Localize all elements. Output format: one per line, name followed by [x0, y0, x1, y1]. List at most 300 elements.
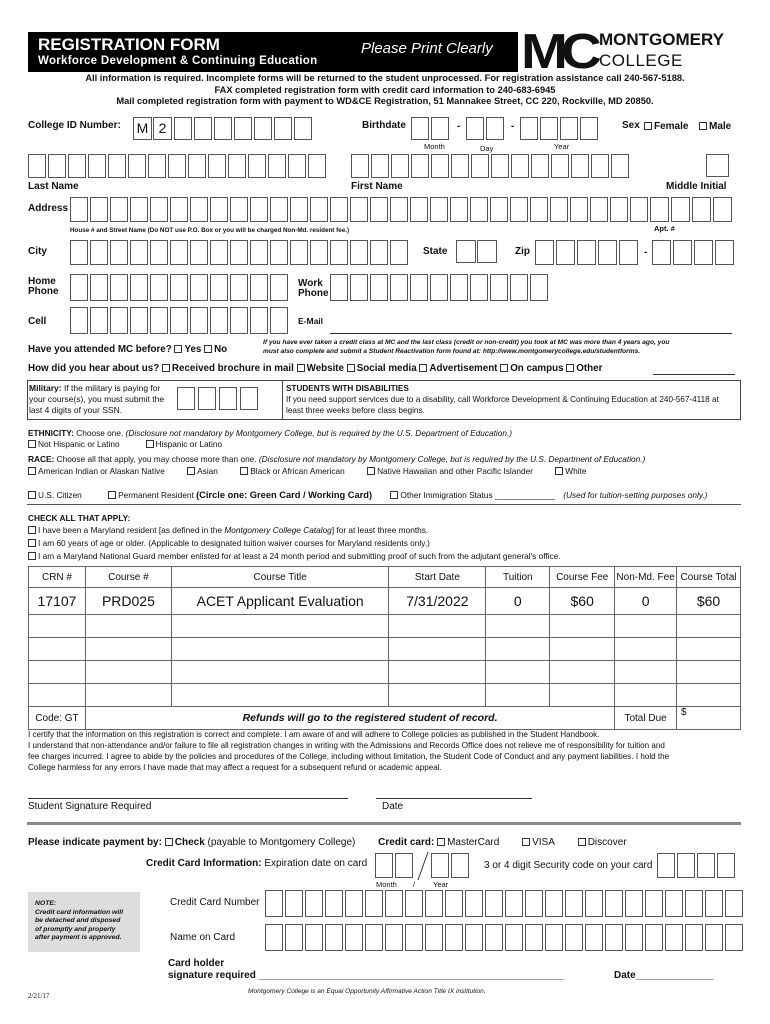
birth-month-box[interactable] [411, 117, 429, 140]
cc-name-box[interactable] [425, 924, 443, 951]
work-phone-box[interactable] [450, 274, 468, 301]
cc-name-box[interactable] [705, 924, 723, 951]
last-name-box[interactable] [268, 154, 286, 178]
empty-cell[interactable] [29, 684, 86, 707]
checkbox-icon[interactable] [187, 467, 195, 475]
checkbox-icon[interactable] [165, 838, 173, 846]
middle-initial-box[interactable] [706, 154, 729, 177]
checkbox-icon[interactable] [578, 838, 586, 846]
city-box[interactable] [150, 240, 168, 265]
city-box[interactable] [230, 240, 248, 265]
work-phone-box[interactable] [390, 274, 408, 301]
cc-number-box[interactable] [705, 890, 723, 917]
college-id-box[interactable] [254, 117, 272, 140]
cc-number-box[interactable] [425, 890, 443, 917]
home-phone-box[interactable] [210, 274, 228, 301]
zip-ext-box[interactable] [673, 240, 692, 265]
checkbox-icon[interactable] [28, 467, 36, 475]
city-box[interactable] [270, 240, 288, 265]
birth-year-box[interactable] [580, 117, 598, 140]
address-box[interactable] [390, 197, 408, 222]
cc-number-box[interactable] [485, 890, 503, 917]
checkbox-icon[interactable] [522, 838, 530, 846]
header-banner [28, 32, 518, 72]
cc-number-box[interactable] [265, 890, 283, 917]
empty-cell[interactable] [29, 661, 86, 684]
cc-number-box[interactable] [685, 890, 703, 917]
card-holder-date-line[interactable]: ______________ [635, 970, 714, 981]
fee-cell[interactable]: $60 [550, 588, 615, 615]
home-phone-box[interactable] [70, 274, 88, 301]
address-box[interactable] [190, 197, 208, 222]
apt-box[interactable] [671, 197, 690, 222]
exp-year-box[interactable] [431, 853, 449, 878]
check-text: ] for at least three months. [331, 525, 429, 535]
cc-name-box[interactable] [485, 924, 503, 951]
cc-name-box[interactable] [585, 924, 603, 951]
zip-box[interactable] [577, 240, 596, 265]
total-due-cell[interactable]: $ [677, 707, 741, 730]
first-name-box[interactable] [451, 154, 469, 178]
zip-ext-box[interactable] [652, 240, 671, 265]
signature-date-line[interactable] [376, 798, 532, 799]
cc-name-box[interactable] [645, 924, 663, 951]
cc-number-box[interactable] [545, 890, 563, 917]
college-id-box[interactable] [194, 117, 212, 140]
address-box[interactable] [170, 197, 188, 222]
address-box[interactable] [290, 197, 308, 222]
cc-number-box[interactable] [505, 890, 523, 917]
col-header: Course Title [171, 567, 389, 588]
empty-cell[interactable] [85, 638, 171, 661]
cc-exp-label: Expiration date on card [264, 858, 368, 869]
home-phone-box[interactable] [190, 274, 208, 301]
empty-cell[interactable] [550, 661, 615, 684]
address-box[interactable] [350, 197, 368, 222]
home-phone-box[interactable] [170, 274, 188, 301]
city-box[interactable] [70, 240, 88, 265]
address-box[interactable] [270, 197, 288, 222]
empty-cell[interactable] [29, 638, 86, 661]
city-box[interactable] [190, 240, 208, 265]
checkbox-icon[interactable] [28, 539, 36, 547]
state-box[interactable] [477, 240, 497, 263]
home-phone-box[interactable] [230, 274, 248, 301]
city-box[interactable] [170, 240, 188, 265]
address-box[interactable] [70, 197, 88, 222]
work-phone-box[interactable] [490, 274, 508, 301]
empty-cell[interactable] [171, 661, 389, 684]
start-cell[interactable]: 7/31/2022 [389, 588, 486, 615]
empty-cell[interactable] [550, 684, 615, 707]
card-holder-signature [168, 958, 564, 982]
zip-box[interactable] [535, 240, 554, 265]
home-phone-box[interactable] [130, 274, 148, 301]
cc-number-box[interactable] [565, 890, 583, 917]
cc-number-box[interactable] [325, 890, 343, 917]
city-box[interactable] [90, 240, 108, 265]
note-title: NOTE: [35, 900, 57, 907]
first-name-box[interactable] [491, 154, 509, 178]
cc-name-box[interactable] [365, 924, 383, 951]
empty-cell[interactable] [615, 615, 677, 638]
checkbox-icon[interactable] [162, 364, 170, 372]
first-name-box[interactable] [551, 154, 569, 178]
last-name-box[interactable] [188, 154, 206, 178]
cell-phone-box[interactable] [130, 307, 148, 334]
state-box[interactable] [456, 240, 476, 263]
zip-ext-box[interactable] [715, 240, 734, 265]
cc-name-box[interactable] [665, 924, 683, 951]
ssn-box[interactable] [198, 387, 216, 410]
box-divider [282, 381, 283, 419]
email-line[interactable] [330, 333, 732, 334]
cc-number-box[interactable] [605, 890, 623, 917]
college-id-box[interactable]: M [133, 117, 152, 140]
apt-box[interactable] [650, 197, 669, 222]
work-phone-box[interactable] [470, 274, 488, 301]
cc-name-box[interactable] [405, 924, 423, 951]
checkbox-icon[interactable] [174, 345, 182, 353]
military-line: your course(s), you must submit the [29, 394, 165, 404]
cc-name-box[interactable] [685, 924, 703, 951]
empty-cell[interactable] [29, 615, 86, 638]
checkbox-icon[interactable] [419, 364, 427, 372]
checkbox-icon[interactable] [28, 440, 36, 448]
checkbox-icon[interactable] [699, 122, 707, 130]
home-phone-box[interactable] [270, 274, 288, 301]
address-box[interactable] [510, 197, 528, 222]
cc-name-box[interactable] [285, 924, 303, 951]
work-phone-box[interactable] [510, 274, 528, 301]
first-name-box[interactable] [471, 154, 489, 178]
cell-phone-box[interactable] [210, 307, 228, 334]
cc-name-box[interactable] [565, 924, 583, 951]
address-box[interactable] [230, 197, 248, 222]
last-name-box[interactable] [228, 154, 246, 178]
city-box[interactable] [390, 240, 408, 265]
address-box[interactable] [210, 197, 228, 222]
exp-month-box[interactable] [395, 853, 413, 878]
checkbox-icon[interactable] [28, 491, 36, 499]
cc-name-box[interactable] [465, 924, 483, 951]
address-label: Address [28, 203, 69, 214]
last-name-box[interactable] [108, 154, 126, 178]
work-phone-box[interactable] [430, 274, 448, 301]
cell-phone-box[interactable] [250, 307, 268, 334]
first-name-box[interactable] [511, 154, 529, 178]
cc-number-box[interactable] [365, 890, 383, 917]
empty-cell[interactable] [171, 638, 389, 661]
empty-cell[interactable] [85, 615, 171, 638]
cc-name-box[interactable] [385, 924, 403, 951]
city-box[interactable] [310, 240, 328, 265]
address-box[interactable] [110, 197, 128, 222]
empty-cell[interactable] [486, 615, 550, 638]
city-box[interactable] [110, 240, 128, 265]
empty-cell[interactable] [677, 615, 741, 638]
birth-year-box[interactable] [520, 117, 538, 140]
ethnicity-text: Choose one. [73, 428, 126, 438]
address-box[interactable] [310, 197, 328, 222]
last-name-box[interactable] [88, 154, 106, 178]
citizenship-options [28, 490, 707, 500]
cc-number-box[interactable] [665, 890, 683, 917]
last-name-box[interactable] [148, 154, 166, 178]
cell-phone-box[interactable] [90, 307, 108, 334]
first-name-box[interactable] [391, 154, 409, 178]
heard-about-question [28, 363, 602, 374]
cell-phone-box[interactable] [150, 307, 168, 334]
college-id-box[interactable] [174, 117, 192, 140]
empty-cell[interactable] [615, 684, 677, 707]
cell-phone-box[interactable] [170, 307, 188, 334]
last-name-box[interactable] [28, 154, 46, 178]
zip-box[interactable] [619, 240, 638, 265]
address-box[interactable] [150, 197, 168, 222]
cell-phone-box[interactable] [110, 307, 128, 334]
apt-box[interactable] [713, 197, 732, 222]
college-id-box[interactable] [214, 117, 232, 140]
empty-cell[interactable] [85, 661, 171, 684]
card-holder-label: Card holder [168, 958, 225, 969]
empty-cell[interactable] [677, 684, 741, 707]
last-name-box[interactable] [208, 154, 226, 178]
last-name-box[interactable] [308, 154, 326, 178]
empty-cell[interactable] [389, 615, 486, 638]
ssn-box[interactable] [240, 387, 258, 410]
address-box[interactable] [570, 197, 588, 222]
college-id-box[interactable] [294, 117, 312, 140]
checkbox-icon[interactable] [555, 467, 563, 475]
address-box[interactable] [590, 197, 608, 222]
cc-name-box[interactable] [545, 924, 563, 951]
last-name-box[interactable] [68, 154, 86, 178]
cc-number-box[interactable] [345, 890, 363, 917]
security-code-box[interactable] [697, 853, 715, 878]
zip-box[interactable] [556, 240, 575, 265]
address-box[interactable] [250, 197, 268, 222]
cc-number-box[interactable] [305, 890, 323, 917]
empty-cell[interactable] [486, 638, 550, 661]
ssn-box[interactable] [219, 387, 237, 410]
empty-cell[interactable] [85, 684, 171, 707]
work-phone-box[interactable] [530, 274, 548, 301]
student-signature-line[interactable] [28, 798, 348, 799]
empty-cell[interactable] [615, 661, 677, 684]
title-cell[interactable]: ACET Applicant Evaluation [171, 588, 389, 615]
first-name-box[interactable] [531, 154, 549, 178]
college-id-box[interactable]: 2 [153, 117, 172, 140]
city-box[interactable] [210, 240, 228, 265]
birth-month-box[interactable] [431, 117, 449, 140]
sex-male-option[interactable] [699, 121, 731, 132]
cell-phone-box[interactable] [70, 307, 88, 334]
citizen-option: U.S. Citizen [38, 490, 82, 500]
city-box[interactable] [330, 240, 348, 265]
address-box[interactable] [90, 197, 108, 222]
sex-female-option[interactable] [644, 121, 688, 132]
cell-phone-box[interactable] [230, 307, 248, 334]
home-phone-box[interactable] [90, 274, 108, 301]
address-box[interactable] [530, 197, 548, 222]
first-name-box[interactable] [431, 154, 449, 178]
address-note: House # and Street Name (Do NOT use P.O. Box or you will be charged Non-Md. resident fee.) [70, 227, 350, 234]
note-text [35, 900, 123, 943]
city-box[interactable] [130, 240, 148, 265]
birth-day-box[interactable] [486, 117, 504, 140]
college-id-box[interactable] [234, 117, 252, 140]
city-box[interactable] [290, 240, 308, 265]
cc-name-box[interactable] [625, 924, 643, 951]
checkbox-icon[interactable] [644, 122, 652, 130]
empty-cell[interactable] [550, 615, 615, 638]
address-box[interactable] [130, 197, 148, 222]
empty-cell[interactable] [486, 684, 550, 707]
address-box[interactable] [470, 197, 488, 222]
address-box[interactable] [370, 197, 388, 222]
security-code-box[interactable] [717, 853, 735, 878]
checkbox-icon[interactable] [437, 838, 445, 846]
checkbox-icon[interactable] [240, 467, 248, 475]
cc-number-box[interactable] [385, 890, 403, 917]
empty-cell[interactable] [171, 684, 389, 707]
checkbox-icon[interactable] [28, 552, 36, 560]
cc-name-box[interactable] [445, 924, 463, 951]
first-name-box[interactable] [611, 154, 629, 178]
last-name-box[interactable] [128, 154, 146, 178]
crn-cell[interactable]: 17107 [29, 588, 86, 615]
address-box[interactable] [610, 197, 628, 222]
checkbox-icon[interactable] [347, 364, 355, 372]
address-box[interactable] [490, 197, 508, 222]
zip-ext-box[interactable] [694, 240, 713, 265]
last-name-box[interactable] [288, 154, 306, 178]
last-name-box[interactable] [48, 154, 66, 178]
cc-name-box[interactable] [525, 924, 543, 951]
cell-phone-box[interactable] [270, 307, 288, 334]
address-box[interactable] [410, 197, 428, 222]
cc-name-box[interactable] [305, 924, 323, 951]
zip-box[interactable] [598, 240, 617, 265]
empty-cell[interactable] [389, 638, 486, 661]
birth-year-box[interactable] [540, 117, 558, 140]
college-id-box[interactable] [274, 117, 292, 140]
home-phone-box[interactable] [110, 274, 128, 301]
last-name-box[interactable] [248, 154, 266, 178]
checkbox-icon[interactable] [500, 364, 508, 372]
address-box[interactable] [450, 197, 468, 222]
cell-phone-box[interactable] [190, 307, 208, 334]
empty-cell[interactable] [615, 638, 677, 661]
cc-name-box[interactable] [605, 924, 623, 951]
checkbox-icon[interactable] [108, 491, 116, 499]
ssn-box[interactable] [177, 387, 195, 410]
cc-name-box[interactable] [505, 924, 523, 951]
nonmd-cell[interactable]: 0 [615, 588, 677, 615]
empty-cell[interactable] [486, 661, 550, 684]
cc-name-box[interactable] [265, 924, 283, 951]
first-name-box[interactable] [411, 154, 429, 178]
total-cell[interactable]: $60 [677, 588, 741, 615]
empty-cell[interactable] [171, 615, 389, 638]
exp-year-box[interactable] [451, 853, 469, 878]
cc-number-box[interactable] [625, 890, 643, 917]
empty-cell[interactable] [550, 638, 615, 661]
table-row [29, 588, 741, 615]
apt-box[interactable] [692, 197, 711, 222]
course-cell[interactable]: PRD025 [85, 588, 171, 615]
zip-label: Zip [515, 246, 530, 257]
empty-cell[interactable] [677, 661, 741, 684]
cc-number-box[interactable] [465, 890, 483, 917]
first-name-box[interactable] [351, 154, 369, 178]
address-box[interactable] [430, 197, 448, 222]
checkbox-icon[interactable] [566, 364, 574, 372]
checkbox-icon[interactable] [367, 467, 375, 475]
empty-cell[interactable] [389, 661, 486, 684]
security-code-box[interactable] [677, 853, 695, 878]
cc-number-box[interactable] [285, 890, 303, 917]
empty-cell[interactable] [677, 638, 741, 661]
home-phone-box[interactable] [150, 274, 168, 301]
home-phone-box[interactable] [250, 274, 268, 301]
city-box[interactable] [350, 240, 368, 265]
cc-number-box[interactable] [405, 890, 423, 917]
birth-day-box[interactable] [466, 117, 484, 140]
empty-cell[interactable] [389, 684, 486, 707]
last-name-box[interactable] [168, 154, 186, 178]
reactivation-note-line: If you have ever taken a credit class at MC and the last class (credit or non-credit) you took at MC was more than 4 years ago, you [263, 339, 670, 346]
tuition-cell[interactable]: 0 [486, 588, 550, 615]
table-footer-row [29, 707, 741, 730]
checkbox-icon[interactable] [146, 440, 154, 448]
birth-year-box[interactable] [560, 117, 578, 140]
cc-number-box[interactable] [525, 890, 543, 917]
cc-name-box[interactable] [725, 924, 743, 951]
checkbox-icon[interactable] [204, 345, 212, 353]
card-holder-line[interactable]: _______________________________________________________ [258, 970, 565, 981]
slash-icon [416, 851, 430, 881]
cc-number-box[interactable] [645, 890, 663, 917]
first-name-box[interactable] [591, 154, 609, 178]
work-phone-line: Phone [298, 288, 329, 299]
cc-number-box[interactable] [445, 890, 463, 917]
address-box[interactable] [550, 197, 568, 222]
first-name-box[interactable] [571, 154, 589, 178]
cc-name-box[interactable] [325, 924, 343, 951]
checkbox-icon[interactable] [297, 364, 305, 372]
cc-number-box[interactable] [585, 890, 603, 917]
cc-number-box[interactable] [725, 890, 743, 917]
address-box[interactable] [330, 197, 348, 222]
checkbox-icon[interactable] [28, 526, 36, 534]
other-line[interactable] [653, 374, 735, 375]
work-phone-box[interactable] [370, 274, 388, 301]
city-box[interactable] [250, 240, 268, 265]
checkbox-icon[interactable] [390, 491, 398, 499]
work-phone-box[interactable] [410, 274, 428, 301]
address-box[interactable] [630, 197, 648, 222]
cc-name-box[interactable] [345, 924, 363, 951]
work-phone-box[interactable] [350, 274, 368, 301]
first-name-box[interactable] [371, 154, 389, 178]
work-phone-box[interactable] [330, 274, 348, 301]
exp-month-box[interactable] [375, 853, 393, 878]
security-code-box[interactable] [657, 853, 675, 878]
city-box[interactable] [370, 240, 388, 265]
citizen-blank[interactable]: _____________ [494, 490, 555, 500]
